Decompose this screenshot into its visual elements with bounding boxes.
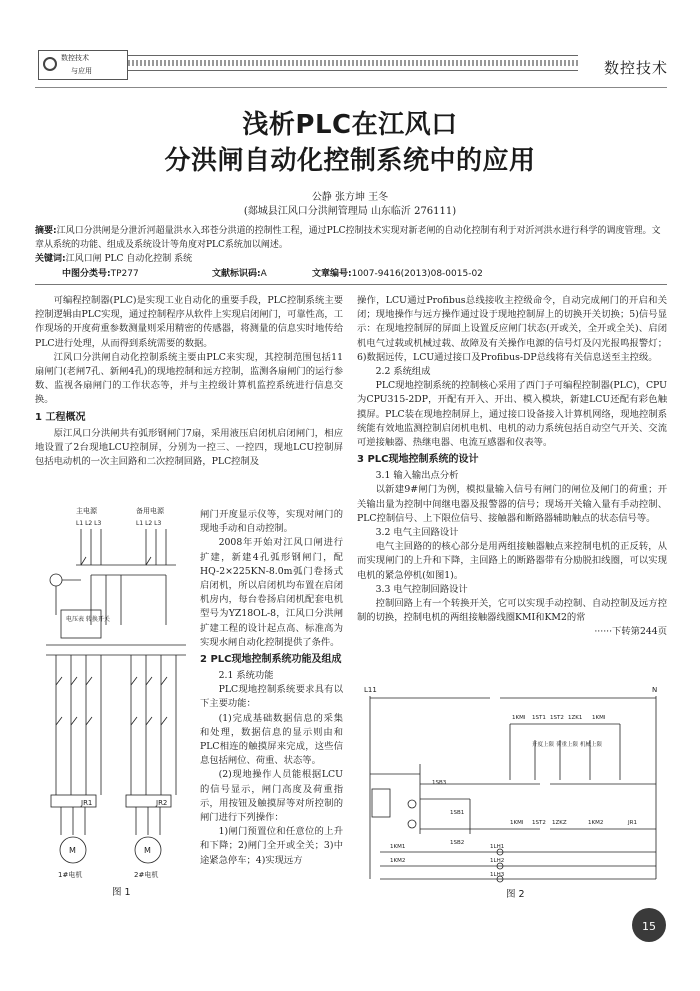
fig2-left-label: L11 [364,686,377,694]
fig1-main-power: 主电源 [76,507,97,515]
fig2-contact-1kmi: 1KMI [512,715,526,721]
paragraph: 可编程控制器(PLC)是实现工业自动化的重要手段，PLC控制系统主要控制逻辑由PLC实现，通过控制程序从软件上实现启闭闸门，可靠性高，工作现场的开度荷重参数测量则采用精密的传感器，将测量的信息实时地传给PLC进行处理，从而得到系统需要的数据。 [35,295,343,349]
fig1-motor-symbol: M [69,846,76,855]
journal-logo-icon [43,57,57,71]
subsection-heading: 3.2 电气主回路设计 [375,527,459,539]
fig2-contact-jr1: JR1 [628,820,637,826]
section-heading: 2 PLC现地控制系统功能及组成 [200,654,342,666]
figure1-caption: 图 1 [112,887,131,898]
section-heading: 3 PLC现地控制系统的设计 [357,454,479,466]
fig2-lamp-1lh3: 1LH3 [490,872,505,878]
paragraph: 闸门开度显示仪等，实现对闸门的现地手动和自动控制。 [200,509,343,535]
abstract-label: 摘要: [35,226,57,236]
logo-line2: 与应用 [71,67,92,75]
fig2-lamp-1lh2: 1LH2 [490,858,505,864]
clc-label: 中图分类号: [62,269,111,279]
paragraph: (2)现地操作人员能根据LCU的信号显示，闸门高度及荷重指示，用按钮及触摸屏等对所控制的闸门进行下列操作： [200,769,343,824]
clc-number [62,266,139,279]
fig1-motor2-label: 2#电机 [134,871,159,879]
abstract-text: 江风口分洪闸是分泄沂河超量洪水入邳苍分洪道的控制性工程，通过PLC控制技术实现对新老闸的自动化控制有利于对沂河洪水进行科学的调度管理。文章从系统的功能、组成及系统设计等角度对PLC系统加以阐述。 [35,226,661,250]
fig1-motor1-label: 1#电机 [58,871,83,879]
fig2-contact-1sb3: 1SB3 [432,780,447,786]
fig1-phase-labels-2: L1 L2 L3 [136,520,162,527]
clc-value: TP277 [110,269,139,279]
logo-line1: 数控技术 [61,54,89,62]
paragraph: PLC现地控制系统的控制核心采用了西门子可编程控制器(PLC)，CPU为CPU315-2DP，开配有开入、开出、模入模块，新建LCU还配有彩色触摸屏。PLC装在现地控制屏上，通过接口设备接入计算机网络，现地控制系统能有效地监测控制启闭机电机、电机的动力系统包括自动空气开关、交流可逆接触器、热继电器、电流互感器和仪表等。 [357,380,667,449]
fig2-contact-1st2-2: 1ST2 [532,820,546,826]
fig2-contact-1km2: 1KM2 [588,820,604,826]
fig2-contact-1kmi-2: 1KMI [592,715,606,721]
paragraph: 原江风口分洪闸共有弧形钢闸门7扇，采用液压启闭机启闭闸门，相应地设置了2台现地LCU控制屏，分别为一控三、一控四，现地LCU控制屏包括电动机的一次主回路和二次控制回路，PLC控制及 [35,427,343,468]
fig2-col-label-2: 荷重上限 [556,742,579,748]
right-column [357,294,667,640]
fig1-meter-label: 电压表 转换开关 [66,616,110,623]
abstract [35,224,667,252]
fig2-lamp-1lh1: 1LH1 [490,844,505,850]
header-rule-pattern [128,60,580,66]
page-number: 15 [632,908,666,942]
keywords-label: 关键词: [35,254,66,264]
paragraph: 操作，LCU通过Profibus总线接收主控级命令，自动完成闸门的开启和关闭；现地操作与远方操作通过设于现地控制屏上的切换开关切换；5)信号显示：在现地控制屏的屏面上设置反应闸门状态(开或关，全开或全关)、启闭机电气过载或机械过载、故障及有关操作电源的信号灯及闪光报鸣报警灯；6)数据远传，LCU通过接口及Profibus-DP总线将有关信息送至主控级。 [357,295,667,363]
fig2-contact-1zkz: 1ZKZ [552,820,567,826]
fig1-backup-power: 备用电源 [136,507,164,515]
section-heading: 1 工程概况 [35,411,86,423]
paragraph: 控制回路上有一个转换开关，它可以实现手动控制、自动控制及远方控制的切换，控制电机的两组接触器线圈KMI和KM2的常 [357,598,667,624]
paragraph: 以新建9#闸门为例，模拟量输入信号有闸门的闸位及闸门的荷重；开关输出量为控制中间继电器及报警器的信号；现场开关输入量有手动控制、PLC控制信号、上下限位信号、接触器和断路器辅助触点的状态信号等。 [357,484,667,524]
fig2-contact-1km2-b: 1KM2 [390,858,406,864]
header-rule-bottom [128,70,578,71]
figure2-caption: 图 2 [506,889,525,900]
paragraph: PLC现地控制系统要求具有以下主要功能： [200,684,343,710]
affiliation: (郯城县江风口分洪闸管理局 山东临沂 276111) [243,206,457,217]
fig2-contact-1sb2: 1SB2 [450,840,465,846]
header-rule-top [128,55,578,56]
continued-note: ······下转第244页 [594,626,667,638]
keywords-text: 江风口闸 PLC 自动化控制 系统 [65,254,193,264]
authors: 公静 张方坤 王冬 [311,192,389,203]
paragraph: 电气主回路的的核心部分是用两组接触器触点来控制电机的正反转，从而实现闸门的上升和下降，主回路上的断路器带有分励脱扣线圈，可以实现电机的紧急停机(如图1)。 [357,541,667,581]
fig2-contact-1zk1: 1ZK1 [568,715,583,721]
fig2-col-label-3: 机械上限 [580,742,603,748]
fig1-relay-jr2: JR2 [156,799,168,807]
subsection-heading: 2.2 系统组成 [375,366,431,378]
fig2-contact-1st2: 1ST2 [550,715,564,721]
paragraph: 2008年开始对江风口闸进行扩建，新建4孔弧形钢闸门，配HQ-2×225KN-8.0m弧门卷扬式启闭机，所以启闭机均布置在启闭机房内，每台卷扬启闭机配套电机型号为YZ18OL-8，江风口分洪闸扩建工程的设计起点高、标准高为实现水闸自动化控制提供了条件。 [200,537,343,648]
left-narrow-column [200,508,343,868]
doc-label: 文献标识码: [212,269,261,279]
article-title-line1: 浅析PLC在江风口 [242,110,458,140]
article-title-line2: 分洪闸自动化控制系统中的应用 [164,146,536,176]
subsection-heading: 3.3 电气控制回路设计 [375,583,468,595]
keywords [35,252,667,266]
paragraph: 江风口分洪闸自动化控制系统主要由PLC来实现，其控制范围包括11扇闸门(老闸7孔、新闸4孔)的现地控制和远方控制，监测各扇闸门的运行参数、监视各扇闸门的工作状态等，并与主控级计算机监控系统进行信息交换。 [35,351,343,406]
abstract-divider [35,284,667,285]
header-divider [35,87,667,88]
fig2-contact-1st1: 1ST1 [532,715,546,721]
section-title: 数控技术 [603,59,668,77]
fig1-motor-symbol-2: M [144,846,151,855]
fig2-contact-1km1-b: 1KM1 [390,844,406,850]
fig2-right-label: N [652,686,658,694]
left-column [35,294,343,469]
paragraph: (1)完成基础数据信息的采集和处理，数据信息的显示则由和PLC相连的触摸屏来完成，这些信息包括闸位、荷重、状态等。 [200,712,343,767]
doc-code [212,266,267,279]
fig2-col-label-1: 开度上限 [532,742,555,748]
fig2-contact-1sb1: 1SB1 [450,810,465,816]
article-label: 文章编号: [312,269,352,279]
fig1-relay-jr1: JR1 [81,799,93,807]
article-value: 1007-9416(2013)08-0015-02 [351,269,483,279]
fig2-contact-1kmi-3: 1KMI [510,820,524,826]
paragraph: 1)闸门预置位和任意位的上升和下降；2)闸门全开或全关；3)中途紧急停车；4)实现远方 [200,826,343,866]
figure2-circuit [360,684,665,884]
subsection-heading: 3.1 输入输出点分析 [375,470,459,482]
doc-value: A [260,269,267,279]
article-number [312,266,483,279]
journal-logo [38,50,128,80]
subsection-heading: 2.1 系统功能 [218,670,274,682]
figure1-circuit [36,505,198,883]
fig1-phase-labels: L1 L2 L3 [76,520,102,527]
